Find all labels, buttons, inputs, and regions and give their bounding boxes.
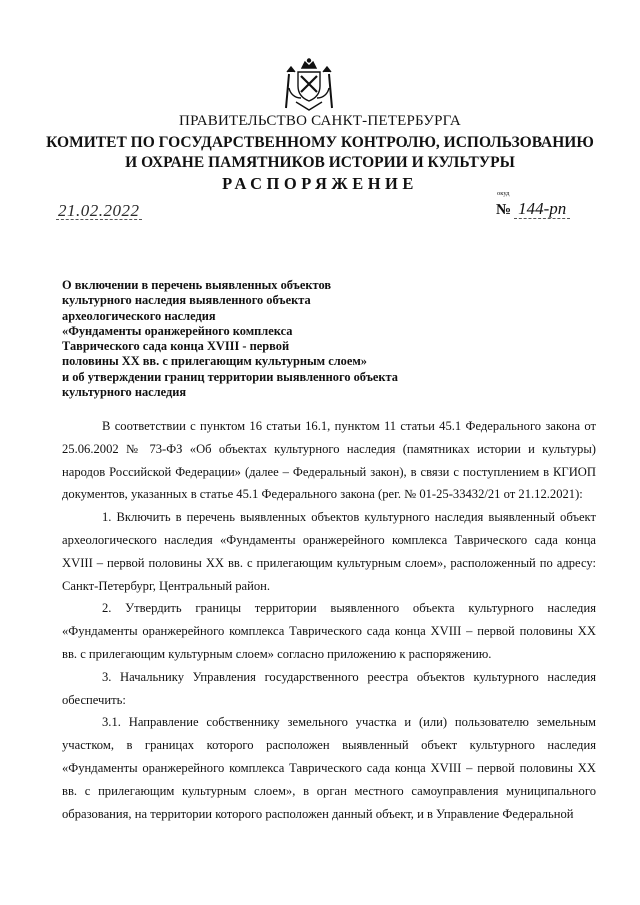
subject-line: археологического наследия [62, 308, 216, 323]
committee-name-line-2: И ОХРАНЕ ПАМЯТНИКОВ ИСТОРИИ И КУЛЬТУРЫ [125, 154, 515, 171]
okud-label: окуд [497, 190, 510, 197]
subject-line: Таврического сада конца XVIII - первой [62, 339, 290, 354]
government-name: ПРАВИТЕЛЬСТВО САНКТ-ПЕТЕРБУРГА [179, 113, 461, 129]
document-number [496, 199, 570, 219]
clause-1-paragraph: 1. Включить в перечень выявленных объектов культурного наследия выявленный объект археологического наследия «Фундаменты оранжерейного комплекса Таврического сада конца XVIII – первой половины XX вв. с прилегающим культурным слоем», расположенный по адресу: Санкт-Петербург, Центральный район. [62, 510, 596, 593]
committee-name [40, 133, 600, 173]
number-value: 144-рп [514, 199, 570, 219]
subject-line: О включении в перечень выявленных объектов [62, 278, 332, 292]
clause-3-1-paragraph: 3.1. Направление собственнику земельного участка и (или) пользователю земельным участком, в границах которого расположен выявленный объект культурного наследия «Фундаменты оранжерейного комплекса Таврического сада конца XVIII – первой половины XX вв. с прилегающим культурным слоем», в орган местного самоуправления муниципального образования, на территории которого расположен данный объект, и в Управление Федеральной [62, 715, 596, 821]
clause-3-paragraph: 3. Начальнику Управления государственного реестра объектов культурного наследия обеспечить: [62, 669, 596, 707]
coat-of-arms-icon [284, 58, 334, 112]
subject-line: культурного наследия [62, 385, 187, 400]
committee-name-line-1: КОМИТЕТ ПО ГОСУДАРСТВЕННОМУ КОНТРОЛЮ, ИСПОЛЬЗОВАНИЮ [46, 134, 594, 151]
document-date: 21.02.2022 [58, 201, 140, 220]
subject-line: и об утверждении границ территории выявленного объекта [62, 369, 398, 384]
clause-2-paragraph: 2. Утвердить границы территории выявленного объекта культурного наследия «Фундаменты оранжерейного комплекса Таврического сада конца XVIII – первой половины XX вв. с прилегающим культурным слоем» согласно приложению к распоряжению. [62, 601, 596, 661]
subject-line: «Фундаменты оранжерейного комплекса [62, 323, 293, 338]
preamble-paragraph: В соответствии с пунктом 16 статьи 16.1, пунктом 11 статьи 45.1 Федерального закона от 25.06.2002 № 73-ФЗ «Об объектах культурного наследия (памятниках истории и культуры) народов Российской Федерации» (далее – Федеральный закон), в связи с поступлением в КГИОП документов, указанных в статье 45.1 Федерального закона (рег. № 01-25-33432/21 от 21.12.2021): [62, 419, 596, 502]
subject-line: половины XX вв. с прилегающим культурным слоем» [62, 354, 367, 369]
document-body [62, 415, 596, 825]
number-sign: № [496, 202, 512, 218]
subject-line: культурного наследия выявленного объекта [62, 293, 311, 308]
document-type: РАСПОРЯЖЕНИЕ [222, 174, 418, 193]
subject-block [62, 278, 482, 400]
